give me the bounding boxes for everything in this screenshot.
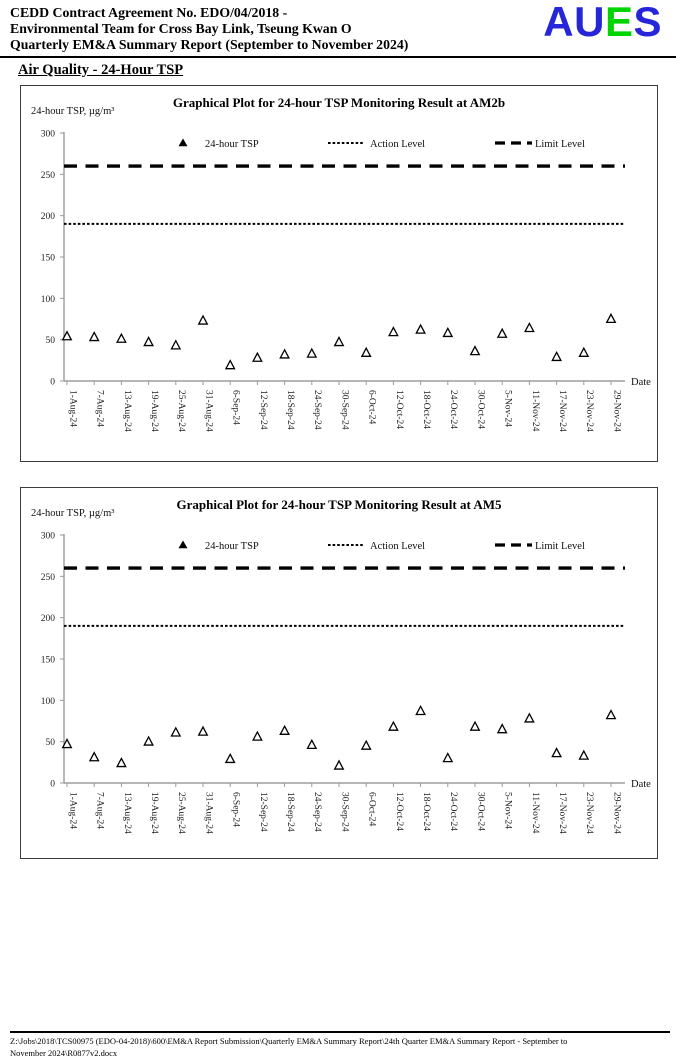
legend-triangle-marker <box>179 541 188 549</box>
y-tick-label: 150 <box>40 253 55 264</box>
data-point-marker <box>416 325 425 333</box>
legend-label-action: Action Level <box>370 139 426 150</box>
x-tick-label: 6-Sep-24 <box>230 390 241 425</box>
y-tick-label: 0 <box>50 377 55 388</box>
x-tick-label: 18-Sep-24 <box>285 390 295 430</box>
data-point-marker <box>498 329 507 337</box>
data-point-marker <box>389 328 398 336</box>
y-tick-label: 150 <box>40 655 55 666</box>
x-tick-label: 6-Sep-24 <box>230 792 241 827</box>
chart-canvas <box>21 488 655 857</box>
data-point-marker <box>416 706 425 714</box>
footer-line-2: November 2024\R0877v2.docx <box>10 1047 118 1058</box>
x-tick-label: 29-Nov-24 <box>611 390 622 432</box>
data-point-marker <box>144 737 153 745</box>
legend-triangle-marker <box>179 139 188 147</box>
y-tick-label: 100 <box>40 696 55 707</box>
x-tick-label: 11-Nov-24 <box>529 792 540 834</box>
y-tick-label: 250 <box>40 170 55 181</box>
header-line-1: CEDD Contract Agreement No. EDO/04/2018 - <box>10 5 288 20</box>
x-tick-label: 13-Aug-24 <box>121 792 132 834</box>
y-tick-label: 200 <box>40 614 55 625</box>
data-point-marker <box>226 361 235 369</box>
data-point-marker <box>226 754 235 762</box>
x-tick-label: 30-Oct-24 <box>475 390 486 430</box>
footer-line-1: Z:\Jobs\2018\TCS00975 (EDO-04-2018)\600\EM&A Report Submission\Quarterly EM&A Summary Report\24th Quarter EM&A Summary Report - September to <box>10 1036 568 1046</box>
x-tick-label: 30-Oct-24 <box>475 792 486 832</box>
x-tick-label: 7-Aug-24 <box>94 792 105 829</box>
data-point-marker <box>444 754 453 762</box>
logo-letter: E <box>604 0 634 45</box>
data-point-marker <box>308 349 317 357</box>
logo-letter: U <box>574 0 605 45</box>
data-point-marker <box>117 758 126 766</box>
x-tick-label: 17-Nov-24 <box>557 792 567 834</box>
chart-title: Graphical Plot for 24-hour TSP Monitoring Result at AM5 <box>176 497 502 512</box>
x-tick-label: 12-Sep-24 <box>257 792 268 832</box>
data-point-marker <box>117 334 126 342</box>
y-tick-label: 300 <box>40 531 55 542</box>
x-tick-label: 7-Aug-24 <box>94 390 105 427</box>
data-point-marker <box>253 353 262 361</box>
data-point-marker <box>144 337 153 345</box>
x-tick-label: 17-Nov-24 <box>557 390 567 432</box>
data-point-marker <box>389 722 398 730</box>
x-tick-label: 23-Nov-24 <box>584 390 595 432</box>
x-tick-label: 29-Nov-24 <box>611 792 622 834</box>
x-tick-label: 30-Sep-24 <box>339 390 350 430</box>
y-tick-label: 250 <box>40 572 55 583</box>
data-point-marker <box>199 316 208 324</box>
x-tick-label: 31-Aug-24 <box>203 390 214 432</box>
y-tick-label: 100 <box>40 294 55 305</box>
y-tick-label: 200 <box>40 212 55 223</box>
chart-panel-am5 <box>20 487 658 859</box>
data-point-marker <box>607 711 616 719</box>
x-tick-label: 13-Aug-24 <box>121 390 132 432</box>
y-tick-label: 50 <box>45 738 55 749</box>
data-point-marker <box>90 753 99 761</box>
data-point-marker <box>471 347 480 355</box>
data-point-marker <box>362 741 371 749</box>
data-point-marker <box>498 725 507 733</box>
x-tick-label: 31-Aug-24 <box>203 792 214 834</box>
data-point-marker <box>471 722 480 730</box>
data-point-marker <box>172 728 181 736</box>
chart-title: Graphical Plot for 24-hour TSP Monitoring Result at AM2b <box>172 95 506 110</box>
report-header <box>10 5 408 53</box>
x-tick-label: 30-Sep-24 <box>339 792 350 832</box>
chart-panel-am2b <box>20 85 658 462</box>
y-tick-label: 50 <box>45 336 55 347</box>
data-point-marker <box>525 323 534 331</box>
data-point-marker <box>607 314 616 322</box>
data-point-marker <box>280 350 289 358</box>
data-point-marker <box>90 332 99 340</box>
chart-canvas <box>21 86 655 455</box>
x-tick-label: 24-Sep-24 <box>312 390 323 430</box>
y-axis-label: 24-hour TSP, µg/m³ <box>31 508 115 519</box>
legend-label-tsp: 24-hour TSP <box>205 139 259 150</box>
footer-file-path <box>10 1036 658 1059</box>
legend-label-limit: Limit Level <box>535 541 585 552</box>
x-tick-label: 5-Nov-24 <box>502 792 513 829</box>
x-axis-label: Date <box>631 779 651 790</box>
x-tick-label: 24-Oct-24 <box>448 792 459 832</box>
data-point-marker <box>308 740 317 748</box>
header-line-3: Quarterly EM&A Summary Report (September to November 2024) <box>10 37 409 52</box>
x-axis-label: Date <box>631 377 651 388</box>
x-tick-label: 5-Nov-24 <box>502 390 513 427</box>
x-tick-label: 6-Oct-24 <box>366 792 377 827</box>
x-tick-label: 25-Aug-24 <box>176 390 187 432</box>
legend-label-action: Action Level <box>370 541 426 552</box>
x-tick-label: 24-Oct-24 <box>448 390 459 430</box>
data-point-marker <box>444 328 453 336</box>
y-tick-label: 300 <box>40 129 55 140</box>
header-divider <box>0 56 676 58</box>
x-tick-label: 1-Aug-24 <box>67 390 78 427</box>
x-tick-label: 12-Sep-24 <box>257 390 268 430</box>
header-line-2: Environmental Team for Cross Bay Link, Tseung Kwan O <box>10 21 352 36</box>
logo-letter: A <box>543 0 575 45</box>
x-tick-label: 19-Aug-24 <box>149 792 159 834</box>
y-tick-label: 0 <box>50 779 55 790</box>
data-point-marker <box>525 714 534 722</box>
data-point-marker <box>362 348 371 356</box>
x-tick-label: 23-Nov-24 <box>584 792 595 834</box>
x-tick-label: 18-Oct-24 <box>421 792 431 832</box>
data-point-marker <box>552 749 561 757</box>
logo-letter: S <box>633 0 662 45</box>
data-point-marker <box>335 761 344 769</box>
x-tick-label: 12-Oct-24 <box>393 792 404 832</box>
data-point-marker <box>580 751 589 759</box>
data-point-marker <box>552 352 561 360</box>
data-point-marker <box>280 726 289 734</box>
x-tick-label: 25-Aug-24 <box>176 792 187 834</box>
data-point-marker <box>335 337 344 345</box>
x-tick-label: 18-Oct-24 <box>421 390 431 430</box>
x-tick-label: 11-Nov-24 <box>529 390 540 432</box>
section-title: Air Quality - 24-Hour TSP <box>18 62 184 78</box>
x-tick-label: 24-Sep-24 <box>312 792 323 832</box>
x-tick-label: 12-Oct-24 <box>393 390 404 430</box>
data-point-marker <box>172 341 181 349</box>
data-point-marker <box>253 732 262 740</box>
aues-logo <box>543 0 662 44</box>
x-tick-label: 18-Sep-24 <box>285 792 295 832</box>
footer-divider <box>10 1031 670 1033</box>
data-point-marker <box>580 348 589 356</box>
y-axis-label: 24-hour TSP, µg/m³ <box>31 106 115 117</box>
x-tick-label: 1-Aug-24 <box>67 792 78 829</box>
x-tick-label: 19-Aug-24 <box>149 390 159 432</box>
data-point-marker <box>199 727 208 735</box>
legend-label-limit: Limit Level <box>535 139 585 150</box>
x-tick-label: 6-Oct-24 <box>366 390 377 425</box>
legend-label-tsp: 24-hour TSP <box>205 541 259 552</box>
